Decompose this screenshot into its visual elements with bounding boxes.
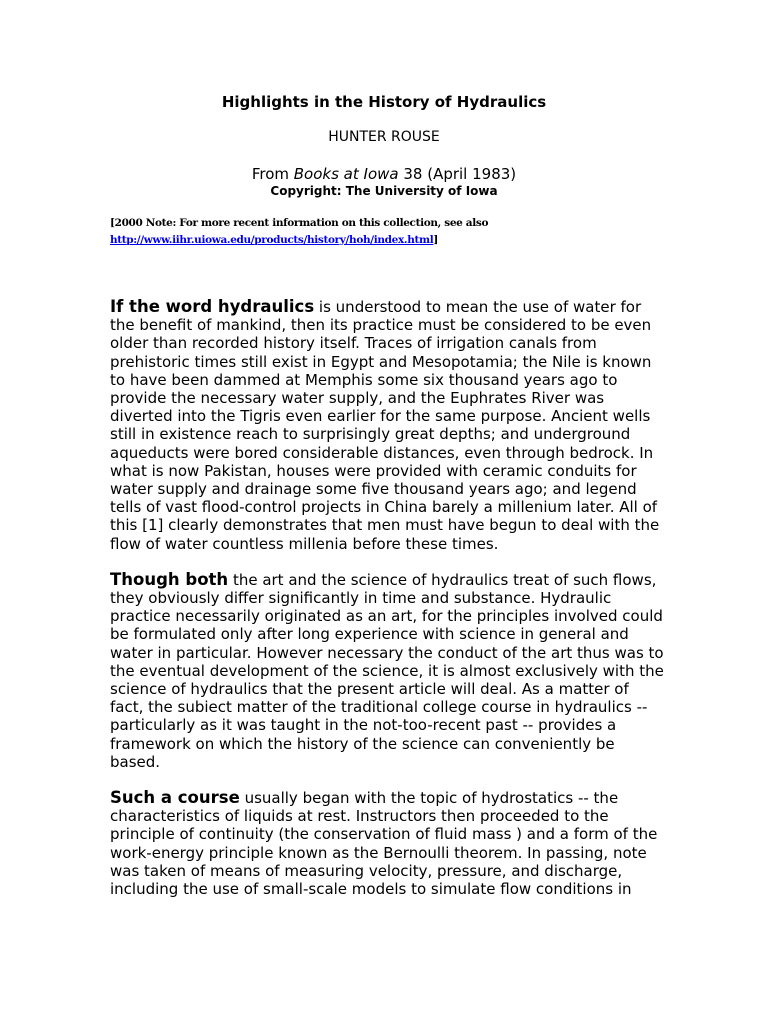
author-name: HUNTER ROUSE	[328, 129, 440, 145]
source-prefix: From	[251, 165, 294, 183]
note-text: [2000 Note: For more recent information on this collection, see also	[110, 217, 489, 229]
article-body	[110, 298, 666, 916]
source-citation	[0, 164, 768, 184]
paragraph-1-lead: If the word hydraulics	[110, 297, 315, 316]
source-publication: Books at Iowa	[293, 165, 399, 183]
paragraph-1-text: is understood to mean the use of water for the benefit of mankind, then its practice must be considered to be even older than recorded history itself. Traces of irrigation canals from prehistoric times still exist in Egypt and Mesopotamia; the Nile is known to have been dammed at Memphis some six thousand years ago to provide the necessary water supply, and the Euphrates River was diverted into the Tigris even earlier for the same purpose. Ancient wells still in existence reach to surprisingly great depths; and underground aqueducts were bored considerable distances, even through bedrock. In what is now Pakistan, houses were provided with ceramic conduits for water supply and drainage some five thousand years ago; and legend tells of vast flood-control projects in China barely a millenium later. All of this [1] clearly demonstrates that men must have begun to deal with the flow of water countless millenia before these times.	[110, 298, 660, 553]
paragraph-2	[110, 571, 666, 771]
paragraph-2-text: the art and the science of hydraulics treat of such flows, they obviously differ significantly in time and substance. Hydraulic practice necessarily originated as an art, for the principles involved could be formulated only after long experience with science in general and water in particular. However necessary the conduct of the art thus was to the eventual development of the science, it is almost exclusively with the science of hydraulics that the present article will deal. As a matter of fact, the subiect matter of the traditional college course in hydraulics -- particularly as it was taught in the not-too-recent past -- provides a framework on which the history of the science can conveniently be based.	[110, 570, 664, 771]
note-close: ]	[433, 234, 439, 246]
paragraph-3-lead: Such a course	[110, 788, 240, 808]
copyright-line: Copyright: The University of Iowa	[270, 184, 498, 198]
document-title: Highlights in the History of Hydraulics	[221, 93, 547, 111]
paragraph-3	[110, 789, 666, 898]
source-suffix: 38 (April 1983)	[398, 165, 517, 183]
paragraph-1	[110, 298, 666, 553]
history-collection-link[interactable]: http://www.iihr.uiowa.edu/products/history/hoh/index.html	[110, 234, 434, 246]
editor-note	[110, 215, 670, 249]
paragraph-2-lead: Though both	[110, 569, 229, 589]
paragraph-3-text: usually began with the topic of hydrostatics -- the characteristics of liquids at rest. Instructors then proceeded to the principle of continuity (the conservation of fluid mass ) and a form of the work-energy principle known as the Bernoulli theorem. In passing, note was taken of means of measuring velocity, pressure, and discharge, including the use of small-scale models to simulate flow conditions in	[110, 789, 658, 899]
